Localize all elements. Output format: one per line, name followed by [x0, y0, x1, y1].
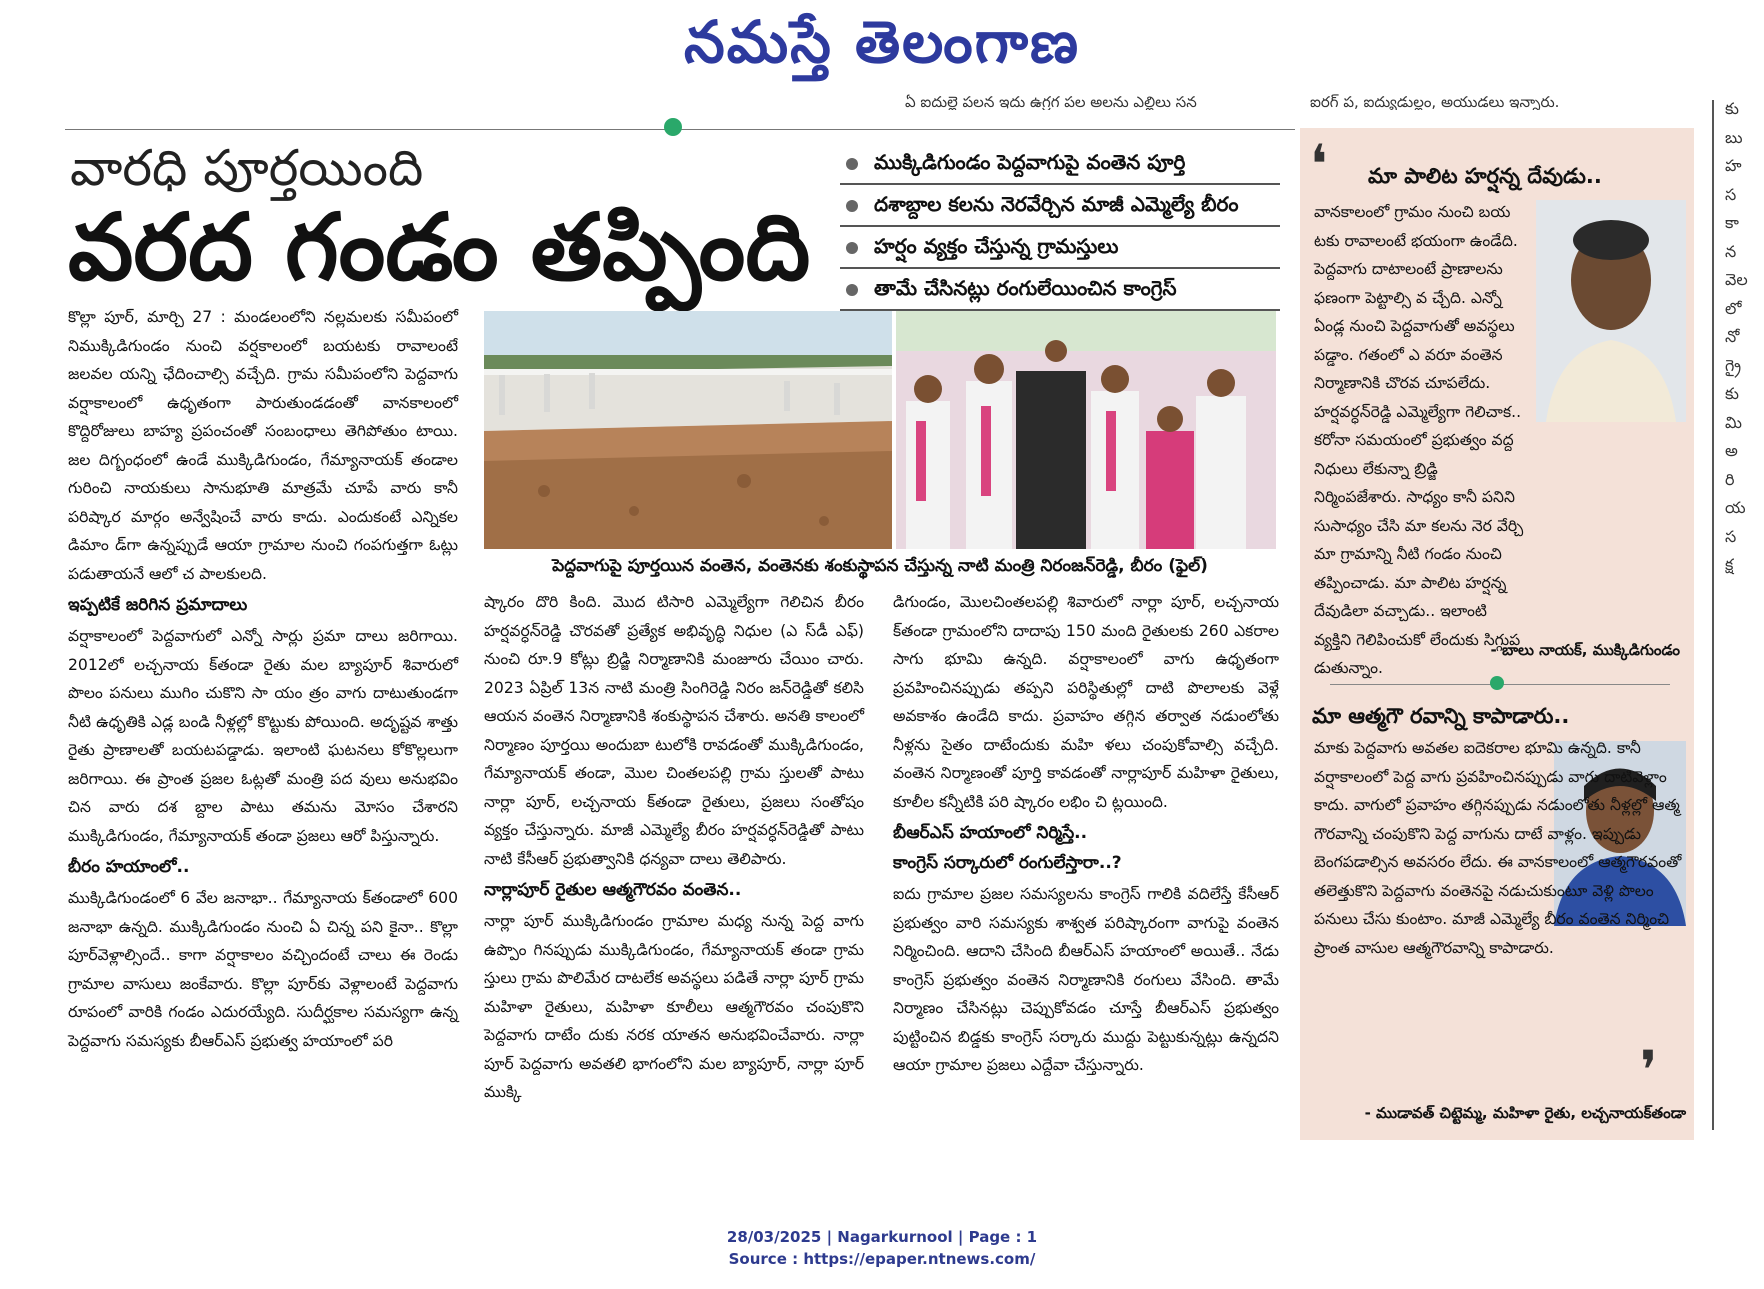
ornament-icon — [664, 118, 682, 136]
photo-caption: పెద్దవాగుపై పూర్తయిన వంతెన, వంతెనకు శంకుస్థాపన చేస్తున్న నాటి మంత్రి నిరంజన్‌రెడ్డి, బీరం (ఫైల్) — [552, 556, 1208, 576]
highlights-list — [840, 143, 1280, 311]
quote-signature: - ముడావత్ చిట్టెమ్మ, మహిళా రైతు, లచ్చనాయక్‌తండా — [1364, 1104, 1686, 1122]
article-column-3 — [893, 588, 1279, 1080]
cut-off-text-middle: ఏ ఐదుల్లె పలన ఇదు ఉగ్రగ పల అలను ఎల్లిలు సన — [905, 94, 1197, 110]
person-photo — [1536, 200, 1686, 422]
bullet-icon — [846, 242, 858, 254]
highlight-item: తామే చేసినట్లు రంగులేయించిన కాంగ్రెస్ — [840, 269, 1280, 311]
paragraph: ముక్కిడిగుండంలో 6 వేల జనాభా.. గేమ్యానాయ క్‌తండాలో 600 జనాభా ఉన్నది. ముక్కిడిగుండం నుంచి ఏ చిన్న పని కైనా.. కొల్లా పూర్‌వెళ్లాల్సిందే.. కాగా వర్షాకాలం వచ్చిందంటే చాలు ఈ రెండు గ్రామాల వాసులు జంకేవారు. కొల్లా పూర్‌కు వెళ్లాలంటే పెద్దవాగు రూపంలో వారికి గండం ఎదురయ్యేది. సుదీర్ఘకాల సమస్యగా ఉన్న పెద్దవాగు సమస్యకు బీఆర్‌ఎస్ ప్రభుత్వ హయాంలో పరి — [68, 889, 458, 1050]
article-column-1 — [68, 303, 458, 1055]
column-divider — [1712, 100, 1714, 1130]
adjacent-article-fragment: కు బు హ స కా న వెల లో నో గ్రై కు మి అ రి య స క్ష — [1725, 99, 1748, 574]
highlight-item: హర్షం వ్యక్తం చేస్తున్న గ్రామస్తులు — [840, 227, 1280, 269]
subheading: కాంగ్రెస్ సర్కారులో రంగులేస్తారా..? — [893, 853, 1122, 873]
quote-text: మాకు పెద్దవాగు అవతల ఐదెకరాల భూమి ఉన్నది. కానీ వర్షాకాలంలో పెద్ద వాగు ప్రవహించినప్పుడు వాగు దాటివెళ్లాం కాదు. వాగులో ప్రవాహం తగ్గినప్పుడు నడుంలోతు నీళ్లల్లో ఆత్మ గౌరవాన్ని చంపుకొని పెద్ద వాగును దాటే వాళ్లం. ఇప్పుడు బెంగపడాల్సిన అవసరం లేదు. ఈ వానకాలంలో ఆత్మగౌరవంతో తలెత్తుకొని పెద్దవాగు వంతెనపై నడుచుకుంటూ వెళ్లి పొలం పనులు చేసు కుంటాం. మాజీ ఎమ్మెల్యే బీరం వంతెన నిర్మించి ప్రాంత వాసుల ఆత్మగౌరవాన్ని కాపాడారు. — [1314, 739, 1682, 957]
bullet-icon — [846, 284, 858, 296]
quote-title: మా పాలిట హర్షన్న దేవుడు.. — [1368, 164, 1602, 188]
bullet-icon — [846, 200, 858, 212]
quote-title: మా ఆత్మగౌ రవాన్ని కాపాడారు.. — [1312, 704, 1570, 728]
ceremony-photo — [896, 311, 1276, 549]
quote-close-icon: ❜ — [1640, 1039, 1658, 1102]
subheading: నార్లాపూర్ రైతుల ఆత్మగౌరవం వంతెన.. — [484, 880, 742, 900]
highlight-item: ముక్కిడిగుండం పెద్దవాగుపై వంతెన పూర్తి — [840, 143, 1280, 185]
kicker: వారధి పూర్తయింది — [70, 139, 424, 197]
testimonials-sidebar — [1300, 128, 1694, 1140]
subheading: బీఆర్‌ఎస్ హయాంలో నిర్మిస్తే.. — [893, 823, 1088, 843]
highlight-item: దశాబ్దాల కలను నెరవేర్చిన మాజీ ఎమ్మెల్యే బీరం — [840, 185, 1280, 227]
paragraph: ఐదు గ్రామాల ప్రజల సమస్యలను కాంగ్రెస్ గాలికి వదిలేస్తే కేసీఆర్ ప్రభుత్వం వారి సమస్యకు శాశ్వత పరిష్కారంగా వాగుపై వంతెన నిర్మించింది. ఆదాని చేసింది బీఆర్‌ఎస్ హయాంలో అయితే.. నేడు కాంగ్రెస్ ప్రభుత్వం వంతెన నిర్మాణానికి రంగులు వేసింది. తామే నిర్మాణం చేసినట్లు చెప్పుకోవడం చూస్తే బీఆర్‌ఎస్ ప్రభుత్వం పుట్టించిన బిడ్డకు కాంగ్రెస్ సర్కారు ముద్దు పెట్టుకున్నట్లు ఉన్నదని ఆయా గ్రామాల ప్రజలు ఎద్దేవా చేస్తున్నారు. — [893, 885, 1279, 1074]
bridge-photo — [484, 311, 892, 549]
cut-off-text-right: ఐరగ్ ప, ఐద్యుడుల్లం, అయుడలు ఇన్నారు. — [1310, 94, 1560, 110]
quote-text: వానకాలంలో గ్రామం నుంచి బయ టకు రావాలంటే భయంగా ఉండేది. పెద్దవాగు దాటాలంటే ప్రాణాలను ఫణంగా పెట్టాల్సి వ చ్చేది. ఎన్నో ఏండ్ల నుంచి పెద్దవాగుతో అవస్థలు పడ్డాం. గతంలో ఎ వరూ వంతెన నిర్మాణానికి చొరవ చూపలేదు. హర్షవర్ధన్‌రెడ్డి ఎమ్మెల్యేగా గెలిచాక.. కరోనా సమయంలో ప్రభుత్వం వద్ద నిధులు లేకున్నా బ్రిడ్జి నిర్మింపజేశారు. సాధ్యం కానీ పనిని సుసాధ్యం చేసి మా కలను నెర వేర్చి మా గ్రామాన్ని నీటి గండం నుంచి తప్పించాడు. మా పాలిట హర్షన్న దేవుడిలా వచ్చాడు.. ఇలాంటి వ్యక్తిని గెలిపించుకో లేందుకు సిగ్గుప డుతున్నాం. — [1314, 203, 1524, 677]
article-column-2 — [484, 588, 864, 1107]
paragraph: వర్షాకాలంలో పెద్దవాగులో ఎన్నో సార్లు ప్రమా దాలు జరిగాయి. 2012లో లచ్చనాయ క్‌తండా రైతు మల బ్యాపూర్ శివారులో పొలం పనులు ముగిం చుకొని సా యం త్రం వాగు దాటుతుండగా నీటి ఉధృతికి ఎడ్ల బండి నీళ్లల్లో కొట్టుకు పోయింది. అదృష్టవ శాత్తు రైతు ప్రాణాలతో బయటపడ్డాడు. ఇలాంటి ఘటనలు కోకొల్లలుగా జరిగాయి. ఈ ప్రాంత ప్రజల ఓట్లతో మంత్రి పద వులు అనుభవిం చిన వారు దశ బ్దాల పాటు తమను మోసం చేశారని ముక్కిడిగుండం, గేమ్యానాయక్ తండా ప్రజలు ఆరో పిస్తున్నారు. — [68, 627, 458, 845]
quote-signature: - బాలు నాయక్, ముక్కిడిగుండం — [1490, 641, 1680, 659]
bullet-icon — [846, 158, 858, 170]
paragraph: డిగుండం, మొలచింతలపల్లి శివారులో నార్లా పూర్, లచ్చనాయ క్‌తండా గ్రామంలోని దాదాపు 150 మంది రైతులకు 260 ఎకరాల సాగు భూమి ఉన్నది. వర్షాకాలంలో వాగు ఉధృతంగా ప్రవహించినప్పుడు తప్పని పరిస్థితుల్లో దాటి పొలాలకు వెళ్లే అవకాశం ఉండేది కాదు. ప్రవాహం తగ్గిన తర్వాత నడుంలోతు నీళ్లను సైతం దాటేందుకు మహి ళలు చంపుకోవాల్సి వచ్చేది. వంతెన నిర్మాణంతో పూర్తి కావడంతో నార్లాపూర్ మహిళా రైతులు, కూలీల కన్నీటికి పరి ష్కారం లభిం చి ట్లయింది. — [893, 593, 1279, 811]
footer-source: Source : https://epaper.ntnews.com/ — [728, 1250, 1036, 1268]
subheading: ఇప్పటికే జరిగిన ప్రమాదాలు — [68, 595, 248, 615]
ornament-icon — [1490, 676, 1504, 690]
quote-open-icon: ❛ — [1310, 133, 1328, 196]
paragraph: ష్కారం దొరి కింది. మొద టిసారి ఎమ్మెల్యేగా గెలిచిన బీరం హర్షవర్ధన్‌రెడ్డి చొరవతో ప్రత్యేక అభివృద్ధి నిధుల (ఎ స్‌డీ ఎఫ్) నుంచి రూ.9 కోట్లు బ్రిడ్జి నిర్మాణానికి మంజూరు చేయిం చారు. 2023 ఏప్రిల్ 13న నాటి మంత్రి సింగిరెడ్డి నిరం జన్‌రెడ్డితో కలిసి ఆయన వంతెన నిర్మాణానికి శంకుస్థాపన చేశారు. అనతి కాలంలో నిర్మాణం పూర్తయి అందుబా టులోకి రావడంతో ముక్కిడిగుండం, గేమ్యానాయక్ తండా, మొల చింతలపల్లి గ్రామ స్తులతో పాటు నార్లా పూర్, లచ్చనాయ క్‌తండా రైతులు, ప్రజలు సంతోషం వ్యక్తం చేస్తున్నారు. మాజీ ఎమ్మెల్యే బీరం హర్షవర్ధన్‌రెడ్డితో పాటు నాటి కేసీఆర్ ప్రభుత్వానికి ధన్యవా దాలు తెలిపారు. — [484, 593, 864, 868]
paragraph: నార్లా పూర్ ముక్కిడిగుండం గ్రామాల మధ్య నున్న పెద్ద వాగు ఉప్పొం గినప్పుడు ముక్కిడిగుండం, గేమ్యానాయక్ తండా గ్రామ స్తులు గ్రామ పొలిమేర దాటలేక అవస్థలు పడితే నార్లా పూర్ గ్రామ మహిళా రైతులు, మహిళా కూలీలు ఆత్మగౌరవం చంపుకొని పెద్దవాగు దాటేం దుకు నరక యాతన అనుభవించేవారు. నార్లా పూర్ పెద్దవాగు అవతలి భాగంలోని మల బ్యాపూర్, నార్లా పూర్ ముక్కి — [484, 912, 864, 1101]
masthead-logo: నమస్తే తెలంగాణ — [684, 8, 1080, 76]
subheading: బీరం హయాంలో.. — [68, 857, 190, 877]
footer-date-edition: 28/03/2025 | Nagarkurnool | Page : 1 — [726, 1228, 1038, 1246]
headline: వరద గండం తప్పింది — [68, 194, 811, 301]
paragraph: కొల్లా పూర్, మార్చి 27 : మండలంలోని నల్లమలకు సమీపంలో నిముక్కిడిగుండం నుంచి వర్షకాలంలో బయటకు రావాలంటే జలవల యన్ని ఛేదించాల్సి వచ్చేది. గ్రామ సమీపంలోని పెద్దవాగు వర్షాకాలంలో ఉధృతంగా పారుతుండడంతో వానకాలంలో కొద్దిరోజులు బాహ్య ప్రపంచంతో సంబంధాలు తెగిపోతుం టాయి. జల దిగ్బంధంలో ఉండే ముక్కిడిగుండం, గేమ్యానాయక్ తండాల గురించి నాయకులు సానుభూతి మాత్రమే చూపే వారు కానీ పరిష్కార మార్గం అన్వేషించే వారు కాదు. ఎందుకంటే ఎన్నికల డిమాం డ్‌గా ఉన్నప్పుడే ఆయా గ్రామాల నుంచి గంపగుత్తగా ఓట్లు పడుతాయనే ఆలో చ పాలకులది. — [68, 308, 458, 583]
